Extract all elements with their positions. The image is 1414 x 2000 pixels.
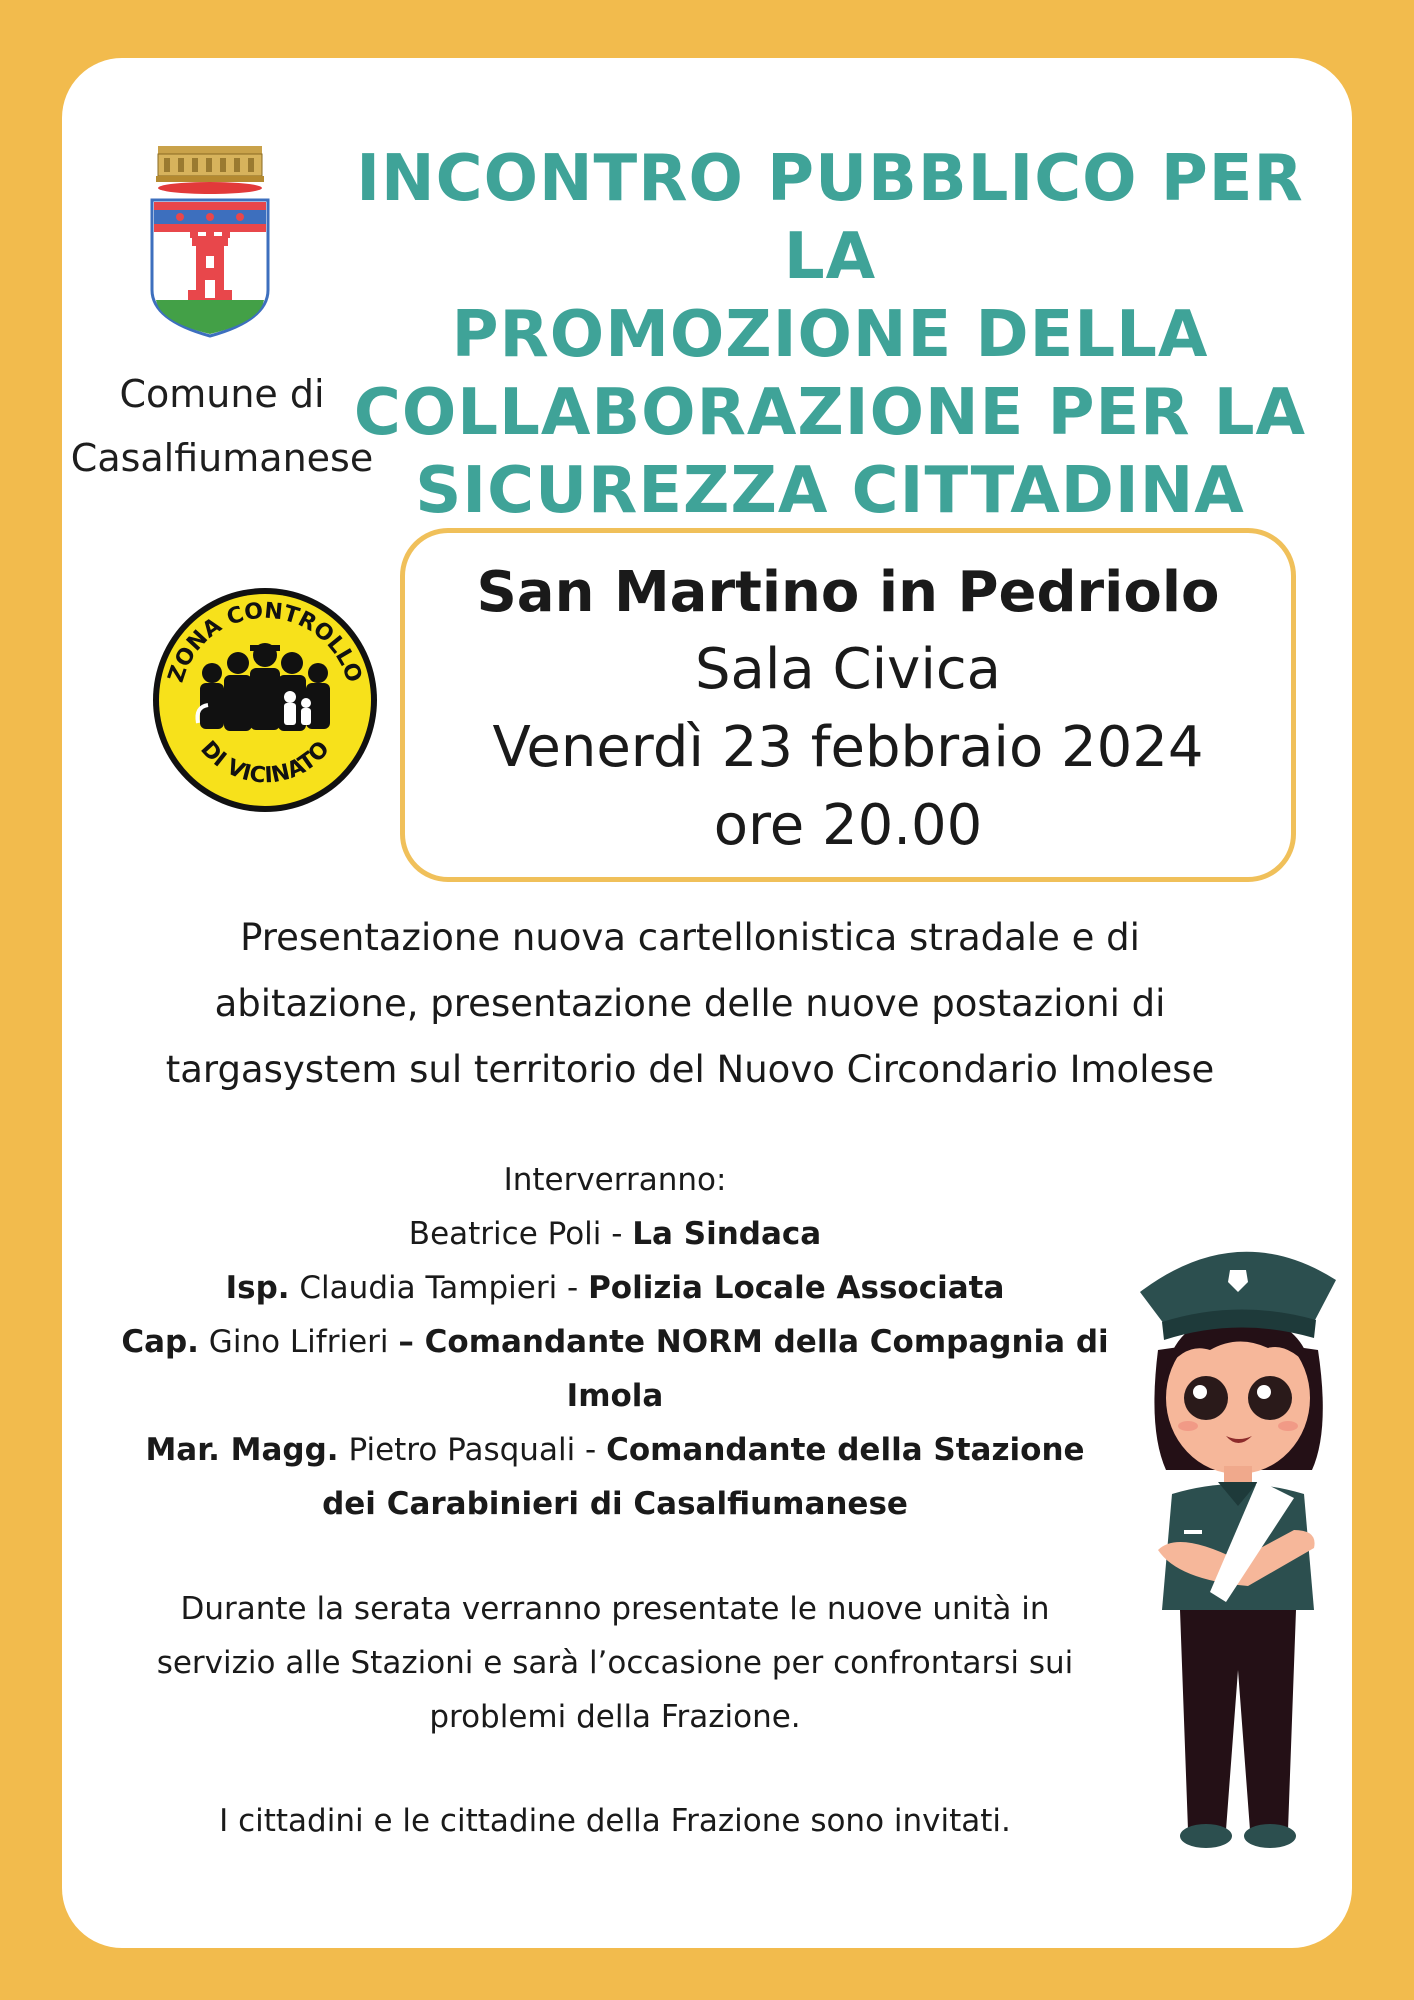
speakers-intro: Interverranno: bbox=[503, 1162, 727, 1198]
description-line-3: targasystem sul territorio del Nuovo Circondario Imolese bbox=[165, 1048, 1215, 1091]
speaker-1-name: Beatrice Poli - bbox=[408, 1216, 633, 1252]
speaker-3-title: Cap. bbox=[121, 1324, 199, 1360]
speaker-4 bbox=[100, 1423, 1130, 1477]
speaker-2-name: Claudia Tampieri - bbox=[289, 1270, 589, 1306]
badge-bottom-text: DI VICINATO bbox=[195, 736, 335, 789]
closing-paragraph bbox=[100, 1582, 1130, 1744]
comune-line-1: Comune di bbox=[119, 372, 325, 416]
event-info-box bbox=[400, 528, 1296, 882]
speaker-2-title: Isp. bbox=[225, 1270, 290, 1306]
event-venue: Sala Civica bbox=[694, 637, 1001, 702]
speaker-1-role: La Sindaca bbox=[632, 1216, 822, 1252]
speakers-list bbox=[100, 1153, 1130, 1531]
speaker-4-role-cont bbox=[100, 1477, 1130, 1531]
title-line-1: INCONTRO PUBBLICO PER LA bbox=[356, 142, 1304, 294]
event-date: Venerdì 23 febbraio 2024 bbox=[492, 715, 1204, 780]
speaker-4-title: Mar. Magg. bbox=[145, 1432, 339, 1468]
speaker-3-role-line-2: Imola bbox=[566, 1378, 664, 1414]
speaker-3-role-cont bbox=[100, 1369, 1130, 1423]
speaker-2 bbox=[100, 1261, 1130, 1315]
title-line-2: PROMOZIONE DELLA bbox=[451, 298, 1209, 372]
speaker-3-name: Gino Lifrieri bbox=[198, 1324, 399, 1360]
badge-top-text: ZONA CONTROLLO bbox=[163, 598, 367, 686]
speaker-1 bbox=[100, 1207, 1130, 1261]
event-place: San Martino in Pedriolo bbox=[476, 560, 1220, 625]
police-officer-illustration-icon bbox=[1118, 1230, 1358, 1860]
comune-line-2: Casalfiumanese bbox=[70, 436, 374, 480]
speaker-4-role: Comandante della Stazione bbox=[606, 1432, 1085, 1468]
neighborhood-watch-badge-icon bbox=[150, 585, 380, 815]
speaker-2-role: Polizia Locale Associata bbox=[588, 1270, 1005, 1306]
speaker-3-role: – Comandante NORM della Compagnia di bbox=[398, 1324, 1109, 1360]
description-line-2: abitazione, presentazione delle nuove postazioni di bbox=[214, 982, 1166, 1025]
closing-line-1: Durante la serata verranno presentate le nuove unità in bbox=[180, 1591, 1050, 1627]
invitation-line: I cittadini e le cittadine della Frazione sono invitati. bbox=[219, 1803, 1011, 1839]
title-line-3: COLLABORAZIONE PER LA bbox=[353, 376, 1307, 450]
description-line-1: Presentazione nuova cartellonistica stradale e di bbox=[240, 916, 1140, 959]
closing-line-3: problemi della Frazione. bbox=[429, 1699, 801, 1735]
speaker-4-name: Pietro Pasquali - bbox=[338, 1432, 607, 1468]
event-description bbox=[100, 905, 1280, 1103]
poster-title bbox=[320, 140, 1340, 530]
closing-line-2: servizio alle Stazioni e sarà l’occasione per confrontarsi sui bbox=[156, 1645, 1074, 1681]
speaker-3 bbox=[100, 1315, 1130, 1369]
event-time: ore 20.00 bbox=[713, 793, 983, 858]
title-line-4: SICUREZZA CITTADINA bbox=[415, 454, 1245, 528]
municipal-crest-icon bbox=[140, 140, 280, 340]
speaker-4-role-line-2: dei Carabinieri di Casalfiumanese bbox=[322, 1486, 908, 1522]
